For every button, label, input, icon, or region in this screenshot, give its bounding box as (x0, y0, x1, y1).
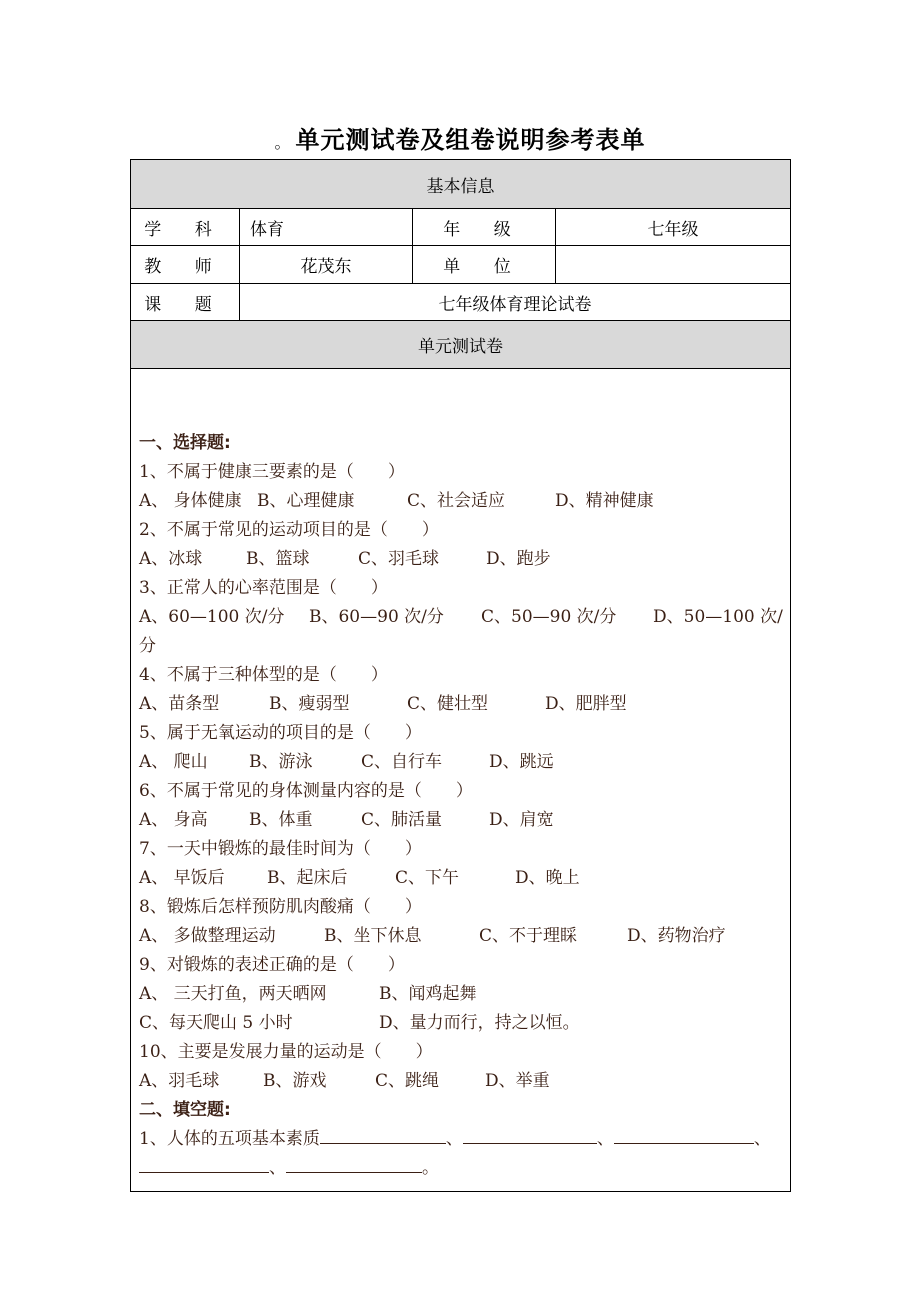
question-3-options-cont: 分 (139, 636, 156, 656)
question-6: 6、不属于常见的身体测量内容的是（ ） (139, 781, 473, 801)
page-title (0, 120, 920, 155)
separator: 、 (596, 1129, 614, 1149)
option: B、瘦弱型 (269, 694, 350, 714)
title-dot: 。 (274, 133, 292, 152)
grade-label: 年 级 (413, 209, 556, 246)
option: B、坐下休息 (324, 926, 422, 946)
option: A、羽毛球 (139, 1071, 220, 1091)
option: A、苗条型 (139, 694, 220, 714)
title-text: 单元测试卷及组卷说明参考表单 (295, 126, 646, 154)
answer-blank[interactable] (320, 1125, 446, 1144)
topic-value: 七年级体育理论试卷 (240, 284, 791, 321)
question-3: 3、正常人的心率范围是（ ） (139, 578, 388, 598)
option: A、 爬山 (139, 752, 208, 772)
question-7-options (139, 864, 782, 893)
option: B、体重 (249, 810, 313, 830)
option: B、游泳 (249, 752, 313, 772)
question-8-options (139, 922, 782, 951)
test-header: 单元测试卷 (131, 321, 791, 369)
question-4: 4、不属于三种体型的是（ ） (139, 665, 388, 685)
option: D、跑步 (486, 549, 551, 569)
answer-blank[interactable] (286, 1154, 422, 1173)
question-9-options-b (139, 1009, 782, 1038)
option: C、跳绳 (375, 1071, 440, 1091)
unit-value (556, 246, 791, 284)
question-2-options (139, 545, 782, 574)
option: D、肥胖型 (545, 694, 627, 714)
option: C、社会适应 (407, 491, 506, 511)
option: C、羽毛球 (358, 549, 440, 569)
option: A、 多做整理运动 (139, 926, 276, 946)
teacher-value: 花茂东 (240, 246, 413, 284)
fill-question-1 (139, 1125, 782, 1154)
separator: 、 (269, 1158, 286, 1178)
question-3-options (139, 603, 782, 632)
option: A、 三天打鱼，两天晒网 (139, 984, 327, 1004)
section-choice-heading: 一、选择题: (139, 433, 231, 453)
option: D、量力而行，持之以恒。 (379, 1013, 580, 1033)
option: C、肺活量 (361, 810, 443, 830)
question-10: 10、主要是发展力量的运动是（ ） (139, 1042, 433, 1062)
test-body (131, 369, 791, 1192)
option: A、冰球 (139, 549, 203, 569)
answer-blank[interactable] (139, 1154, 269, 1173)
option: D、药物治疗 (627, 926, 726, 946)
question-5-options (139, 748, 782, 777)
option: D、晚上 (515, 868, 580, 888)
question-7: 7、一天中锻炼的最佳时间为（ ） (139, 839, 422, 859)
option: A、 身高 (139, 810, 208, 830)
question-1: 1、不属于健康三要素的是（ ） (139, 462, 405, 482)
section-fill-heading: 二、填空题: (139, 1100, 231, 1120)
option: C、下午 (395, 868, 460, 888)
question-9-options-a (139, 980, 782, 1009)
topic-label: 课 题 (131, 284, 240, 321)
question-8: 8、锻炼后怎样预防肌肉酸痛（ ） (139, 897, 422, 917)
option: C、自行车 (361, 752, 443, 772)
separator: 、 (445, 1129, 463, 1149)
option: B、60—90 次/分 (309, 607, 444, 627)
option: C、不于理睬 (479, 926, 578, 946)
question-6-options (139, 806, 782, 835)
question-9: 9、对锻炼的表述正确的是（ ） (139, 955, 405, 975)
option: C、健壮型 (407, 694, 489, 714)
subject-value: 体育 (240, 209, 413, 246)
option: D、精神健康 (555, 491, 654, 511)
option: D、肩宽 (489, 810, 554, 830)
option: A、 身体健康 (139, 491, 242, 511)
basic-info-header: 基本信息 (131, 160, 791, 209)
option: B、闻鸡起舞 (379, 984, 477, 1004)
answer-blank[interactable] (463, 1125, 597, 1144)
option: D、举重 (485, 1071, 550, 1091)
subject-label: 学 科 (131, 209, 240, 246)
unit-label: 单 位 (413, 246, 556, 284)
option: B、游戏 (263, 1071, 327, 1091)
info-form (130, 159, 791, 1192)
grade-value: 七年级 (556, 209, 791, 246)
option: A、 早饭后 (139, 868, 225, 888)
option: C、每天爬山 5 小时 (139, 1013, 293, 1033)
question-1-options (139, 487, 782, 516)
question-4-options (139, 690, 782, 719)
question-2: 2、不属于常见的运动项目的是（ ） (139, 520, 439, 540)
question-10-options (139, 1067, 782, 1096)
question-5: 5、属于无氧运动的项目的是（ ） (139, 723, 422, 743)
fill-question-1-text: 1、人体的五项基本素质 (139, 1129, 320, 1149)
separator: 、 (753, 1129, 771, 1149)
option: D、50—100 次/ (653, 607, 783, 627)
option: B、篮球 (246, 549, 310, 569)
option: D、跳远 (489, 752, 554, 772)
option: C、50—90 次/分 (481, 607, 617, 627)
teacher-label: 教 师 (131, 246, 240, 284)
option: A、60—100 次/分 (139, 607, 285, 627)
end-mark: 。 (422, 1158, 439, 1178)
option: B、心理健康 (257, 491, 355, 511)
answer-blank[interactable] (614, 1125, 754, 1144)
fill-question-1-cont (139, 1154, 782, 1183)
option: B、起床后 (267, 868, 348, 888)
